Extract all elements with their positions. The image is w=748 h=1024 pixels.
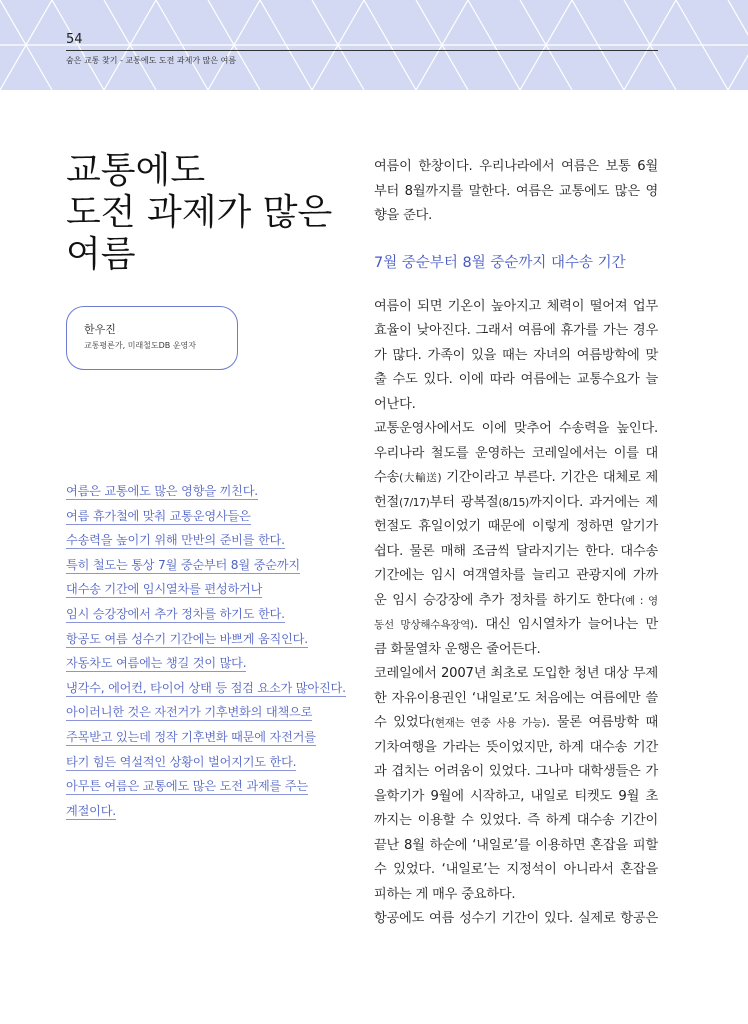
- body-line: [374, 589, 658, 614]
- summary-line: 주목받고 있는데 정작 기후변화 때문에 자전거를: [66, 729, 316, 744]
- date-note: (7/17): [399, 496, 430, 509]
- author-name: 한우진: [84, 323, 116, 336]
- body-line: 까지는 이용할 수 있었다. 즉 하계 대수송 기간이: [374, 813, 658, 828]
- intro-line: 여름이 한창이다. 우리나라에서 여름은 보통 6월: [374, 159, 658, 174]
- body-line: 쉽다. 물론 매해 조금씩 달라지기는 한다. 대수송: [374, 543, 658, 559]
- body-line: 여름이 되면 기온이 높아지고 체력이 떨어져 업무: [374, 298, 658, 314]
- body-text: 운 임시 승강장에 추가 정차를 하기도 한다: [374, 592, 622, 608]
- body-line: 수 있었다. ‘내일로’는 지정석이 아니라서 혼잡을: [374, 862, 658, 877]
- body-text: 수송: [374, 470, 400, 485]
- body-text: . 물론 여름방학 때: [545, 715, 658, 730]
- body-line: 효율이 낮아진다. 그래서 여름에 휴가를 가는 경우: [374, 323, 658, 338]
- page-number: 54: [66, 32, 83, 47]
- summary-line: 임시 승강장에서 추가 정차를 하기도 한다.: [66, 606, 285, 621]
- body-line: [374, 491, 658, 516]
- body-text: 수 있었다: [374, 715, 431, 730]
- usage-note: (현재는 연중 사용 가능): [430, 717, 546, 729]
- hanja-note: (大輸送): [399, 472, 442, 484]
- title-line: 여름: [66, 234, 136, 275]
- body-text: 기간이라고 부른다. 기간은 대체로 제: [441, 470, 658, 485]
- date-note: (8/15): [498, 496, 530, 509]
- example-note: 동선 망상해수욕장역): [374, 619, 474, 631]
- section-subheading: 7월 중순부터 8월 중순까지 대수송 기간: [374, 254, 626, 271]
- author-box: [66, 306, 238, 370]
- body-line: 교통운영사에서도 이에 맞추어 수송력을 높인다.: [374, 421, 658, 436]
- body-line: 코레일에서 2007년 최초로 도입한 청년 대상 무제: [374, 666, 658, 681]
- header-rule: [66, 50, 658, 51]
- summary-line: 여름은 교통에도 많은 영향을 끼친다.: [66, 484, 258, 498]
- body-text: 까지이다. 과거에는 제: [529, 494, 659, 510]
- body-column: [374, 155, 658, 932]
- body-text: . 대신 임시열차가 늘어나는 만: [473, 617, 658, 632]
- body-line: [374, 613, 658, 638]
- summary-line: 냉각수, 에어컨, 타이어 상태 등 점검 요소가 많아진다.: [66, 680, 346, 695]
- summary-line: 여름 휴가철에 맞춰 교통운영사들은: [66, 508, 251, 523]
- summary-line: 수송력을 높이기 위해 만반의 준비를 한다.: [66, 533, 285, 548]
- body-line: 끝난 8월 하순에 ‘내일로’를 이용하면 혼잡을 피할: [374, 837, 658, 853]
- body-line: 어난다.: [374, 396, 416, 412]
- body-line: 을학기가 9월에 시작하고, 내일로 티켓도 9월 초: [374, 788, 658, 804]
- body-line: [374, 711, 658, 736]
- summary-quote: [66, 483, 366, 827]
- body-text: 헌절: [374, 494, 400, 510]
- article-title: [66, 150, 366, 276]
- title-line: 도전 과제가 많은: [66, 192, 333, 233]
- summary-line: 아무튼 여름은 교통에도 많은 도전 과제를 주는: [66, 779, 308, 794]
- body-line: 한 자유이용권인 ‘내일로’도 처음에는 여름에만 쓸: [374, 690, 658, 706]
- summary-line: 특히 철도는 통상 7월 중순부터 8월 중순까지: [66, 557, 300, 572]
- body-line: 큼 화물열차 운행은 줄어든다.: [374, 641, 541, 657]
- body-line: 기차여행을 가라는 뜻이었지만, 하계 대수송 기간: [374, 739, 658, 755]
- body-line: 항공에도 여름 성수기 기간이 있다. 실제로 항공은: [374, 911, 658, 926]
- summary-line: 타기 힘든 역설적인 상황이 벌어지기도 한다.: [66, 754, 297, 769]
- breadcrumb: 숨은 교통 찾기 - 교통에도 도전 과제가 많은 여름: [66, 56, 237, 65]
- body-line: 기간에는 임시 여객열차를 늘리고 관광지에 가까: [374, 568, 658, 583]
- summary-line: 항공도 여름 성수기 기간에는 바쁘게 움직인다.: [66, 631, 308, 646]
- example-note: (예 : 영: [621, 594, 658, 607]
- title-line: 교통에도: [66, 150, 206, 191]
- body-line: 헌절도 휴일이었기 때문에 이렇게 정하면 알기가: [374, 519, 658, 534]
- summary-line: 계절이다.: [66, 803, 116, 818]
- body-line: 피하는 게 매우 중요하다.: [374, 886, 516, 902]
- summary-line: 자동차도 여름에는 챙길 것이 많다.: [66, 656, 247, 671]
- body-line: [374, 466, 658, 491]
- summary-line: 아이러니한 것은 자전거가 기후변화의 대책으로: [66, 705, 313, 720]
- author-role: 교통평론가, 미래철도DB 운영자: [84, 341, 197, 350]
- body-line: 출 수도 있다. 이에 따라 여름에는 교통수요가 늘: [374, 372, 658, 387]
- body-line: 우리나라 철도를 운영하는 코레일에서는 이를 대: [374, 445, 658, 461]
- body-line: 과 겹치는 어려움이 있었다. 그나마 대학생들은 가: [374, 764, 658, 779]
- body-text: 부터 광복절: [429, 494, 499, 510]
- header-banner: [0, 0, 748, 90]
- intro-line: 부터 8월까지를 말한다. 여름은 교통에도 많은 영: [374, 183, 658, 199]
- intro-line: 향을 준다.: [374, 208, 433, 223]
- body-line: 가 많다. 가족이 있을 때는 자녀의 여름방학에 맞: [374, 347, 658, 363]
- summary-line: 대수송 기간에 임시열차를 편성하거나: [66, 582, 263, 597]
- banner-pattern: [0, 0, 748, 90]
